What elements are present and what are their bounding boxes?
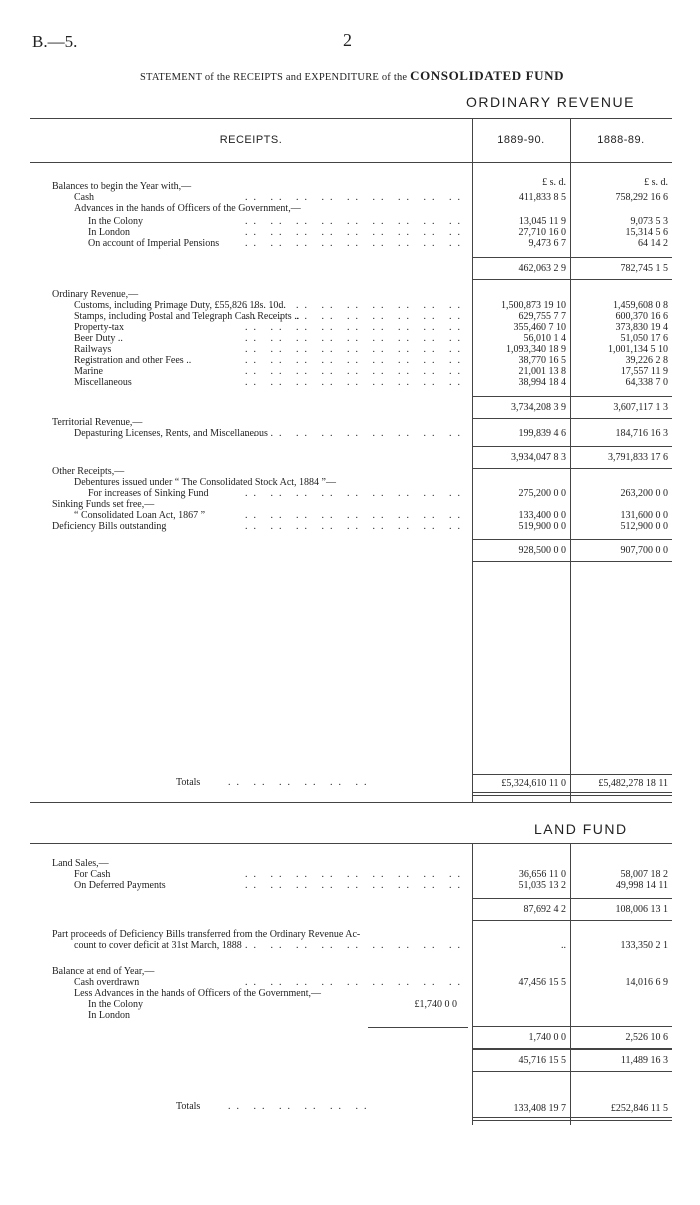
amount-previous-year: 17,557 11 9 <box>620 366 668 377</box>
amount-previous-year: 51,050 17 6 <box>620 333 668 344</box>
amount-previous-year: 133,350 2 1 <box>620 940 668 951</box>
amount-current-year: 13,045 11 9 <box>518 216 566 227</box>
amount-current-year: 519,900 0 0 <box>518 521 566 532</box>
dot-leader: .. .. .. .. .. .. .. .. .. <box>245 355 466 366</box>
subtotal-under-rule <box>472 468 672 469</box>
row-label: count to cover deficit at 31st March, 1888 <box>74 940 242 951</box>
page-number: 2 <box>343 30 352 50</box>
totals-rule-a <box>472 792 672 793</box>
amount-current-year: 199,839 4 6 <box>518 428 566 439</box>
receipts-column-header: RECEIPTS. <box>219 134 283 146</box>
amount-current-year: 47,456 15 5 <box>518 977 566 988</box>
amount-previous-year: 1,459,608 0 8 <box>613 300 668 311</box>
year-1888-header: 1888-89. <box>597 134 645 146</box>
table-bottom-rule <box>30 802 672 803</box>
amount-previous-year: 907,700 0 0 <box>620 545 668 556</box>
land-column-divider-2 <box>570 843 571 1125</box>
amount-previous-year: 373,830 19 4 <box>615 322 668 333</box>
amount-previous-year: 49,998 14 11 <box>615 880 668 891</box>
land-totals-rule-a <box>472 1117 672 1118</box>
land-subtotal-rule <box>368 1027 468 1028</box>
amount-current-year: 45,716 15 5 <box>518 1055 566 1066</box>
row-label: Part proceeds of Deficiency Bills transferred from the Ordinary Revenue Ac- <box>52 929 361 940</box>
amount-current-year: 87,692 4 2 <box>523 904 566 915</box>
dot-leader: .. .. .. .. .. .. .. .. .. <box>245 510 466 521</box>
statement-title <box>140 68 564 84</box>
dot-leader: .. .. .. .. .. .. .. .. .. <box>245 238 466 249</box>
amount-previous-year: 58,007 18 2 <box>620 869 668 880</box>
dot-leader: .. .. .. .. .. .. .. .. .. <box>245 192 466 203</box>
inner-amount: £1,740 0 0 <box>414 999 457 1010</box>
subtotal-rule <box>472 257 672 258</box>
subtotal-under-rule <box>472 279 672 280</box>
row-label: Ordinary Revenue,— <box>52 289 139 300</box>
subtotal-rule <box>472 898 672 899</box>
amount-previous-year: 64,338 7 0 <box>625 377 668 388</box>
amount-previous-year: 11,489 16 3 <box>620 1055 668 1066</box>
row-label: Railways <box>74 344 112 355</box>
amount-previous-year: 64 14 2 <box>638 238 668 249</box>
dot-leader: .. .. .. .. .. .. .. .. .. <box>245 880 466 891</box>
totals-rule-b <box>472 795 672 796</box>
amount-previous-year: 184,716 16 3 <box>615 428 668 439</box>
row-label: Other Receipts,— <box>52 466 125 477</box>
land-totals-leader: .. .. .. .. .. .. <box>228 1101 373 1112</box>
row-label: Marine <box>74 366 103 377</box>
land-table-top-rule <box>30 843 672 844</box>
land-totals-label: Totals <box>176 1101 201 1112</box>
subtotal-under-rule <box>472 920 672 921</box>
dot-leader: .. .. .. .. .. .. .. .. .. <box>245 377 466 388</box>
amount-previous-year: 15,314 5 6 <box>625 227 668 238</box>
fund-name: CONSOLIDATED FUND <box>410 68 565 83</box>
row-label: Depasturing Licenses, Rents, and Miscellaneous <box>74 428 268 439</box>
dot-leader: .. .. .. .. .. .. .. .. .. <box>245 521 466 532</box>
land-total-1888: £252,846 11 5 <box>610 1103 668 1114</box>
row-label: Land Sales,— <box>52 858 109 869</box>
amount-current-year: 928,500 0 0 <box>518 545 566 556</box>
row-label: Cash <box>74 192 94 203</box>
dot-leader: .. .. .. .. .. .. .. .. .. <box>245 322 466 333</box>
amount-current-year: .. <box>561 940 566 951</box>
ordinary-totals-label: Totals <box>176 777 201 788</box>
amount-previous-year: 600,370 16 6 <box>615 311 668 322</box>
amount-current-year: 3,934,047 8 3 <box>511 452 566 463</box>
dot-leader: .. .. .. .. .. .. .. .. .. <box>245 311 466 322</box>
row-label: For increases of Sinking Fund <box>88 488 209 499</box>
amount-current-year: 629,755 7 7 <box>518 311 566 322</box>
document-reference: B.—5. <box>32 32 78 51</box>
table-top-rule <box>30 118 672 119</box>
amount-previous-year: 512,900 0 0 <box>620 521 668 532</box>
amount-current-year: 1,500,873 19 10 <box>501 300 566 311</box>
header-bottom-rule <box>30 162 672 163</box>
row-label: Balances to begin the Year with,— <box>52 181 192 192</box>
amount-current-year: 1,740 0 0 <box>528 1032 566 1043</box>
dot-leader: .. .. .. .. .. .. .. .. .. <box>245 977 466 988</box>
row-label: Miscellaneous <box>74 377 132 388</box>
amount-previous-year: 108,006 13 1 <box>615 904 668 915</box>
subtotal-rule <box>472 1049 672 1050</box>
land-column-divider-1 <box>472 843 473 1125</box>
amount-previous-year: 758,292 16 6 <box>615 192 668 203</box>
dot-leader: .. .. .. .. .. .. .. .. .. <box>245 428 466 439</box>
currency-units-1888: £ s. d. <box>644 177 668 188</box>
dot-leader: .. .. .. .. .. .. .. .. .. <box>245 869 466 880</box>
amount-previous-year: 131,600 0 0 <box>620 510 668 521</box>
ordinary-total-1889: £5,324,610 11 0 <box>501 778 566 789</box>
land-totals-rule-b <box>472 1120 672 1121</box>
row-label: “ Consolidated Loan Act, 1867 ” <box>74 510 206 521</box>
dot-leader: .. .. .. .. .. .. .. .. .. <box>245 940 466 951</box>
dot-leader: .. .. .. .. .. .. .. .. .. <box>245 366 466 377</box>
amount-current-year: 56,010 1 4 <box>523 333 566 344</box>
amount-previous-year: 39,226 2 8 <box>625 355 668 366</box>
amount-previous-year: 1,001,134 5 10 <box>608 344 668 355</box>
subtotal-rule <box>472 1026 672 1027</box>
amount-current-year: 3,734,208 3 9 <box>511 402 566 413</box>
amount-previous-year: 3,791,833 17 6 <box>608 452 668 463</box>
row-label: In London <box>88 1010 130 1021</box>
amount-current-year: 38,994 18 4 <box>518 377 566 388</box>
column-divider-1 <box>472 118 473 802</box>
amount-current-year: 51,035 13 2 <box>518 880 566 891</box>
subtotal-under-rule <box>472 1071 672 1072</box>
row-label: In the Colony <box>88 216 143 227</box>
currency-units-1889: £ s. d. <box>542 177 566 188</box>
row-label: Debentures issued under “ The Consolidated Stock Act, 1884 ”— <box>74 477 336 488</box>
row-label: Customs, including Primage Duty, £55,826 18s. 10d. <box>74 300 286 311</box>
subtotal-rule <box>472 446 672 447</box>
ordinary-revenue-title: ORDINARY REVENUE <box>466 94 635 110</box>
subtotal-under-rule <box>472 418 672 419</box>
row-label: In London <box>88 227 130 238</box>
dot-leader: .. .. .. .. .. .. .. .. .. <box>245 488 466 499</box>
amount-previous-year: 9,073 5 3 <box>630 216 668 227</box>
dot-leader: .. .. .. .. .. .. .. .. .. <box>245 300 466 311</box>
amount-previous-year: 14,016 6 9 <box>625 977 668 988</box>
land-fund-title: LAND FUND <box>534 821 628 837</box>
row-label: For Cash <box>74 869 111 880</box>
amount-current-year: 355,460 7 10 <box>513 322 566 333</box>
amount-current-year: 38,770 16 5 <box>518 355 566 366</box>
amount-current-year: 21,001 13 8 <box>518 366 566 377</box>
amount-current-year: 462,063 2 9 <box>518 263 566 274</box>
amount-current-year: 27,710 16 0 <box>518 227 566 238</box>
dot-leader: .. .. .. .. .. .. .. .. .. <box>245 333 466 344</box>
row-label: Property-tax <box>74 322 124 333</box>
dot-leader: .. .. .. .. .. .. .. .. .. <box>245 216 466 227</box>
row-label: Less Advances in the hands of Officers of the Government,— <box>74 988 321 999</box>
ordinary-totals-leader: .. .. .. .. .. .. <box>228 777 373 788</box>
totals-top-rule <box>472 774 672 775</box>
row-label: Cash overdrawn <box>74 977 140 988</box>
column-divider-2 <box>570 118 571 802</box>
row-label: Deficiency Bills outstanding <box>52 521 167 532</box>
statement-text: STATEMENT of the RECEIPTS and EXPENDITURE of the <box>140 72 408 83</box>
row-label: Stamps, including Postal and Telegraph Cash Receipts .. <box>74 311 300 322</box>
ordinary-total-1888: £5,482,278 18 11 <box>598 778 668 789</box>
row-label: Registration and other Fees .. <box>74 355 192 366</box>
dot-leader: .. .. .. .. .. .. .. .. .. <box>245 227 466 238</box>
amount-current-year: 1,093,340 18 9 <box>506 344 566 355</box>
amount-previous-year: 2,526 10 6 <box>625 1032 668 1043</box>
row-label: Beer Duty .. <box>74 333 123 344</box>
row-label: Territorial Revenue,— <box>52 417 143 428</box>
amount-previous-year: 782,745 1 5 <box>620 263 668 274</box>
dot-leader: .. .. .. .. .. .. .. .. .. <box>245 344 466 355</box>
land-total-1889: 133,408 19 7 <box>513 1103 566 1114</box>
amount-current-year: 411,833 8 5 <box>518 192 566 203</box>
row-label: On account of Imperial Pensions <box>88 238 220 249</box>
subtotal-under-rule <box>472 561 672 562</box>
amount-current-year: 36,656 11 0 <box>518 869 566 880</box>
amount-previous-year: 3,607,117 1 3 <box>613 402 668 413</box>
subtotal-rule <box>472 396 672 397</box>
amount-current-year: 275,200 0 0 <box>518 488 566 499</box>
subtotal-rule <box>472 539 672 540</box>
row-label: In the Colony <box>88 999 143 1010</box>
row-label: On Deferred Payments <box>74 880 166 891</box>
year-1889-header: 1889-90. <box>497 134 545 146</box>
row-label: Balance at end of Year,— <box>52 966 155 977</box>
amount-current-year: 133,400 0 0 <box>518 510 566 521</box>
row-label: Advances in the hands of Officers of the Government,— <box>74 203 301 214</box>
amount-current-year: 9,473 6 7 <box>528 238 566 249</box>
row-label: Sinking Funds set free,— <box>52 499 155 510</box>
amount-previous-year: 263,200 0 0 <box>620 488 668 499</box>
